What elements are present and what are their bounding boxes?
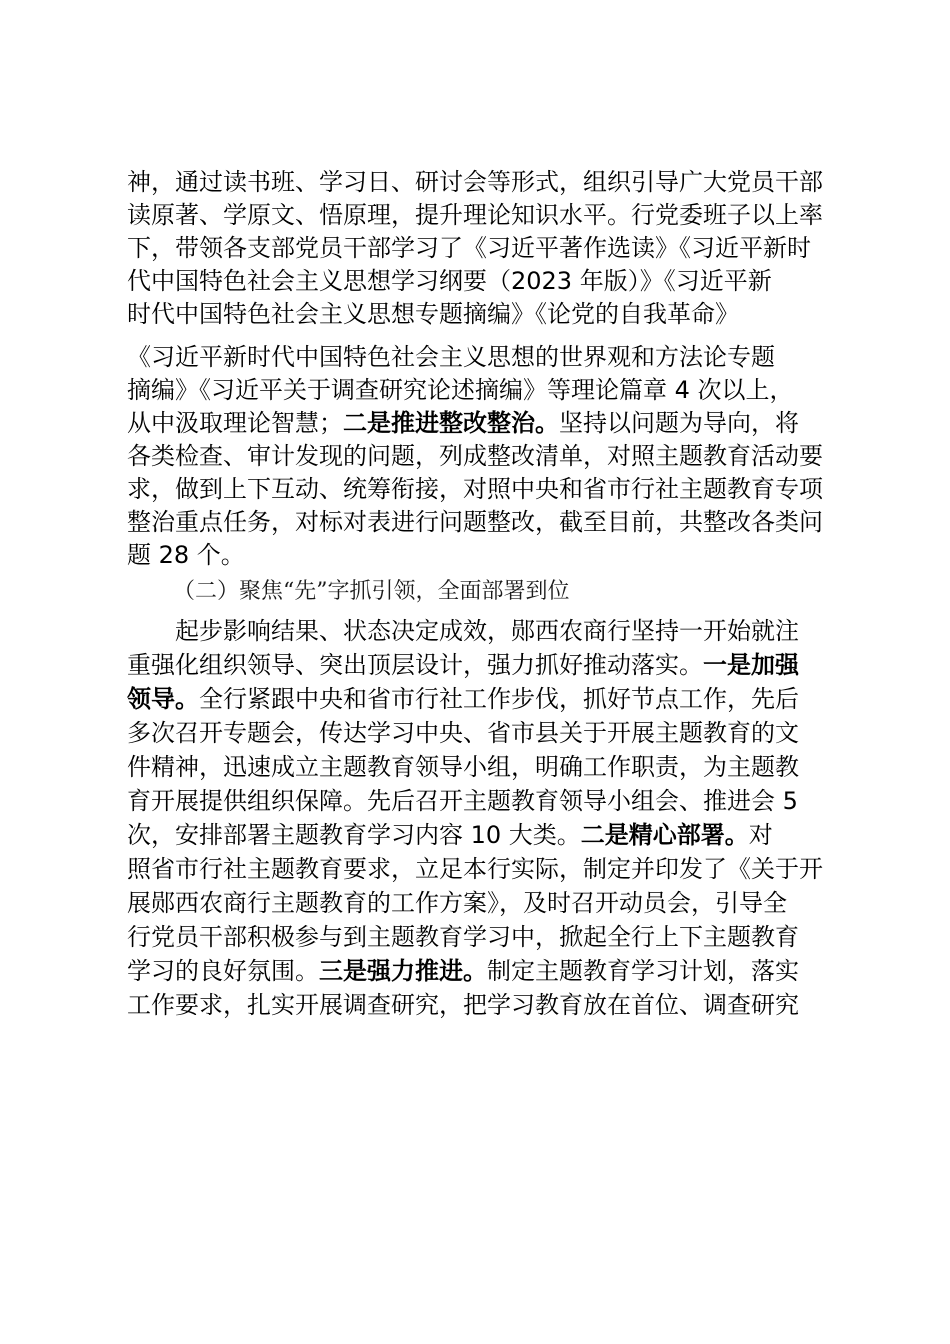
para1-line-2: 读原著、学原文、悟原理，提升理论知识水平。行党委班子以上率 (127, 201, 823, 229)
para1-line-7: 摘编》《习近平关于调查研究论述摘编》等理论篇章 4 次以上， (127, 376, 794, 404)
para1-line-12: 题 28 个。 (127, 541, 245, 569)
para2-line-7-text-c: 对 (748, 821, 773, 849)
para2-line-7 (127, 818, 847, 852)
emphasis-strengthen: 一是加强 (703, 651, 799, 679)
para2-line-7-text-a: 次，安排部署主题教育学习内容 10 大类。 (127, 821, 581, 849)
emphasis-leadership: 领导。 (127, 685, 199, 713)
para2-line-3-text: 全行紧跟中央和省市行社工作步伐，抓好节点工作，先后 (199, 685, 799, 713)
para1-line-11: 整治重点任务，对标对表进行问题整改，截至目前，共整改各类问 (127, 508, 823, 536)
para2-line-10: 行党员干部积极参与到主题教育学习中，掀起全行上下主题教育 (127, 923, 799, 951)
para1-line-1: 神，通过读书班、学习日、研讨会等形式，组织引导广大党员干部 (127, 168, 823, 196)
para2-line-4: 多次召开专题会，传达学习中央、省市县关于开展主题教育的文 (127, 719, 799, 747)
para1-line-10: 求，做到上下互动、统筹衔接，对照中央和省市行社主题教育专项 (127, 475, 823, 503)
para2-line-6: 育开展提供组织保障。先后召开主题教育领导小组会、推进会 5 (127, 787, 798, 815)
para2-line-2 (127, 648, 847, 682)
para2-line-9: 展郧西农商行主题教育的工作方案》，及时召开动员会，引导全 (127, 889, 787, 917)
para2-line-11-text-a: 学习的良好氛围。 (127, 957, 319, 985)
para1-line-8-text-a: 从中汲取理论智慧； (127, 409, 343, 437)
section-heading-2: （二）聚焦“先”字抓引领，全面部署到位 (173, 579, 570, 604)
para1-line-8 (127, 406, 847, 440)
para2-line-1: 起步影响结果、状态决定成效，郧西农商行坚持一开始就注 (175, 617, 799, 645)
para1-line-6: 《习近平新时代中国特色社会主义思想的世界观和方法论专题 (127, 343, 775, 371)
para1-line-3: 下，带领各支部党员干部学习了《习近平著作选读》《习近平新时 (127, 234, 811, 262)
para2-line-2-text: 重强化组织领导、突出顶层设计，强力抓好推动落实。 (127, 651, 703, 679)
para2-line-11-text-c: 制定主题教育学习计划，落实 (487, 957, 799, 985)
para1-line-4: 代中国特色社会主义思想学习纲要（2023 年版）》《习近平新 (127, 267, 772, 295)
para1-line-8-text-c: 坚持以问题为导向，将 (559, 409, 799, 437)
para1-line-5: 时代中国特色社会主义思想专题摘编》《论党的自我革命》 (127, 300, 739, 328)
para1-line-9: 各类检查、审计发现的问题，列成整改清单，对照主题教育活动要 (127, 442, 823, 470)
para2-line-8: 照省市行社主题教育要求，立足本行实际，制定并印发了《关于开 (127, 855, 823, 883)
emphasis-deploy: 二是精心部署。 (580, 821, 749, 849)
para2-line-12: 工作要求，扎实开展调查研究，把学习教育放在首位、调查研究 (127, 991, 799, 1019)
para2-line-3 (127, 682, 847, 716)
para2-line-11 (127, 954, 847, 988)
para2-line-5: 件精神，迅速成立主题教育领导小组，明确工作职责，为主题教 (127, 753, 799, 781)
emphasis-promote: 三是强力推进。 (319, 957, 487, 985)
emphasis-rectification: 二是推进整改整治。 (343, 409, 559, 437)
